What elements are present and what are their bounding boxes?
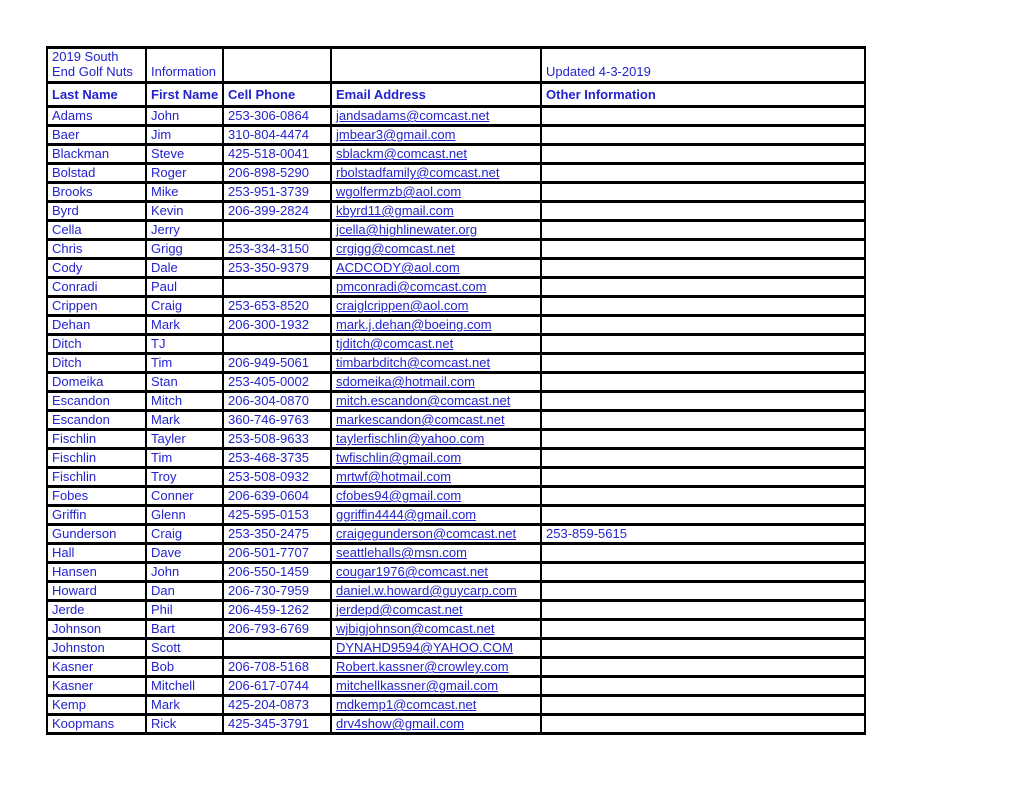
cell-phone-cell [223,278,331,297]
cell-phone-cell: 253-508-9633 [223,430,331,449]
last-name-cell: Ditch [47,335,146,354]
first-name-cell: TJ [146,335,223,354]
member-row [47,202,865,221]
other-info-cell [541,183,865,202]
first-name-cell: Tim [146,449,223,468]
first-name-cell: Bob [146,658,223,677]
member-row [47,411,865,430]
other-info-cell [541,297,865,316]
member-row [47,449,865,468]
cell-phone-cell: 360-746-9763 [223,411,331,430]
last-name-cell: Kasner [47,658,146,677]
first-name-cell: Scott [146,639,223,658]
other-info-cell [541,582,865,601]
member-row [47,525,865,544]
member-row [47,696,865,715]
email-link[interactable]: wgolfermzb@aol.com [336,184,462,199]
column-header-last-name: Last Name [47,83,146,107]
first-name-cell: Mike [146,183,223,202]
other-info-cell [541,259,865,278]
first-name-cell: Mark [146,316,223,335]
email-cell [331,430,541,449]
email-link[interactable]: jandsadams@comcast.net [336,108,490,123]
member-row [47,126,865,145]
cell-phone-cell: 253-405-0002 [223,373,331,392]
cell-phone-cell [223,639,331,658]
column-header-other-information: Other Information [541,83,865,107]
email-link[interactable]: seattlehalls@msn.com [336,545,467,560]
last-name-cell: Johnson [47,620,146,639]
first-name-cell: Rick [146,715,223,734]
first-name-cell: Craig [146,525,223,544]
cell-phone-cell: 253-334-3150 [223,240,331,259]
cell-phone-cell: 253-653-8520 [223,297,331,316]
cell-phone-cell: 253-306-0864 [223,107,331,126]
other-info-cell [541,278,865,297]
member-row [47,658,865,677]
first-name-cell: Mitch [146,392,223,411]
other-info-cell [541,506,865,525]
email-cell [331,297,541,316]
other-info-cell [541,449,865,468]
cell-phone-cell: 206-501-7707 [223,544,331,563]
title-row [47,48,865,83]
first-name-cell: Dave [146,544,223,563]
other-info-cell [541,373,865,392]
first-name-cell: Conner [146,487,223,506]
email-cell [331,639,541,658]
column-header-row [47,83,865,107]
column-header-cell-phone: Cell Phone [223,83,331,107]
last-name-cell: Escandon [47,392,146,411]
member-row [47,354,865,373]
email-link[interactable]: drv4show@gmail.com [336,716,465,731]
email-link[interactable]: DYNAHD9594@YAHOO.COM [336,640,513,655]
other-info-cell [541,487,865,506]
last-name-cell: Howard [47,582,146,601]
other-info-cell [541,164,865,183]
last-name-cell: Byrd [47,202,146,221]
cell-phone-cell: 253-350-2475 [223,525,331,544]
last-name-cell: Kasner [47,677,146,696]
email-cell [331,449,541,468]
other-info-cell [541,430,865,449]
other-info-cell [541,316,865,335]
email-cell [331,126,541,145]
email-link[interactable]: taylerfischlin@yahoo.com [336,431,485,446]
other-info-cell [541,335,865,354]
first-name-cell: John [146,107,223,126]
email-cell [331,278,541,297]
cell-phone-cell: 425-204-0873 [223,696,331,715]
last-name-cell: Hall [47,544,146,563]
first-name-cell: Kevin [146,202,223,221]
email-cell [331,696,541,715]
other-info-cell [541,601,865,620]
other-info-cell [541,677,865,696]
last-name-cell: Kemp [47,696,146,715]
member-row [47,468,865,487]
cell-phone-cell: 206-300-1932 [223,316,331,335]
other-info-cell [541,145,865,164]
other-info-cell [541,126,865,145]
email-link[interactable]: ACDCODY@aol.com [336,260,460,275]
email-cell [331,107,541,126]
other-info-cell [541,202,865,221]
email-link[interactable]: jerdepd@comcast.net [336,602,463,617]
other-info-cell [541,468,865,487]
last-name-cell: Cody [47,259,146,278]
member-row [47,715,865,734]
first-name-cell: Troy [146,468,223,487]
email-link[interactable]: cougar1976@comcast.net [336,564,488,579]
first-name-cell: Stan [146,373,223,392]
member-row [47,639,865,658]
last-name-cell: Conradi [47,278,146,297]
last-name-cell: Cella [47,221,146,240]
email-link[interactable]: kbyrd11@gmail.com [336,203,454,218]
email-link[interactable]: rbolstadfamily@comcast.net [336,165,500,180]
email-link[interactable]: mitchellkassner@gmail.com [336,678,499,693]
cell-phone-cell: 253-350-9379 [223,259,331,278]
email-link[interactable]: jcella@highlinewater.org [336,222,478,237]
last-name-cell: Fischlin [47,449,146,468]
last-name-cell: Koopmans [47,715,146,734]
first-name-cell: Mitchell [146,677,223,696]
email-cell [331,392,541,411]
last-name-cell: Chris [47,240,146,259]
cell-phone-cell: 310-804-4474 [223,126,331,145]
member-row [47,240,865,259]
first-name-cell: Dale [146,259,223,278]
cell-phone-cell: 206-708-5168 [223,658,331,677]
other-info-cell [541,354,865,373]
last-name-cell: Blackman [47,145,146,164]
last-name-cell: Crippen [47,297,146,316]
updated-date-label: Updated 4-3-2019 [541,48,865,83]
first-name-cell: Glenn [146,506,223,525]
email-link[interactable]: tjditch@comcast.net [336,336,454,351]
other-info-cell [541,715,865,734]
email-cell [331,544,541,563]
other-info-cell [541,544,865,563]
email-link[interactable]: ggriffin4444@gmail.com [336,507,477,522]
last-name-cell: Hansen [47,563,146,582]
last-name-cell: Ditch [47,354,146,373]
cell-phone-cell: 253-951-3739 [223,183,331,202]
email-cell [331,316,541,335]
email-cell [331,259,541,278]
cell-phone-cell: 206-550-1459 [223,563,331,582]
last-name-cell: Dehan [47,316,146,335]
email-link[interactable]: wjbigjohnson@comcast.net [336,621,495,636]
cell-phone-cell: 206-399-2824 [223,202,331,221]
sheet-subtitle: Information [146,48,223,83]
email-link[interactable]: mitch.escandon@comcast.net [336,393,511,408]
other-info-cell [541,107,865,126]
member-row [47,373,865,392]
last-name-cell: Fischlin [47,468,146,487]
email-cell [331,563,541,582]
empty-title-cell [223,48,331,83]
cell-phone-cell: 425-518-0041 [223,145,331,164]
last-name-cell: Fischlin [47,430,146,449]
first-name-cell: Steve [146,145,223,164]
other-info-cell [541,658,865,677]
cell-phone-cell: 206-898-5290 [223,164,331,183]
email-link[interactable]: crgigg@comcast.net [336,241,455,256]
column-header-email-address: Email Address [331,83,541,107]
last-name-cell: Jerde [47,601,146,620]
last-name-cell: Adams [47,107,146,126]
last-name-cell: Gunderson [47,525,146,544]
member-row [47,601,865,620]
member-row [47,259,865,278]
first-name-cell: Phil [146,601,223,620]
sheet-title: 2019 South End Golf Nuts [47,48,146,83]
email-cell [331,373,541,392]
spreadsheet-sheet [46,46,866,735]
email-link[interactable]: sdomeika@hotmail.com [336,374,475,389]
cell-phone-cell: 206-639-0604 [223,487,331,506]
email-cell [331,620,541,639]
email-cell [331,487,541,506]
member-row [47,107,865,126]
member-row [47,164,865,183]
member-row [47,430,865,449]
cell-phone-cell: 253-508-0932 [223,468,331,487]
column-header-first-name: First Name [146,83,223,107]
email-link[interactable]: pmconradi@comcast.com [336,279,487,294]
other-info-cell [541,411,865,430]
member-row [47,183,865,202]
email-link[interactable]: craiglcrippen@aol.com [336,298,469,313]
email-link[interactable]: mark.j.dehan@boeing.com [336,317,492,332]
cell-phone-cell: 425-595-0153 [223,506,331,525]
email-cell [331,411,541,430]
first-name-cell: Jim [146,126,223,145]
email-link[interactable]: markescandon@comcast.net [336,412,505,427]
member-row [47,278,865,297]
member-row [47,677,865,696]
first-name-cell: Mark [146,411,223,430]
member-row [47,221,865,240]
first-name-cell: Bart [146,620,223,639]
first-name-cell: Roger [146,164,223,183]
cell-phone-cell: 253-468-3735 [223,449,331,468]
golf-nuts-roster-table [46,46,866,735]
email-cell [331,145,541,164]
email-cell [331,715,541,734]
cell-phone-cell: 206-617-0744 [223,677,331,696]
member-row [47,487,865,506]
empty-title-cell [331,48,541,83]
member-table-body [47,107,865,734]
cell-phone-cell: 206-793-6769 [223,620,331,639]
first-name-cell: Jerry [146,221,223,240]
cell-phone-cell: 206-730-7959 [223,582,331,601]
email-cell [331,335,541,354]
email-cell [331,582,541,601]
other-info-cell [541,639,865,658]
first-name-cell: John [146,563,223,582]
cell-phone-cell: 425-345-3791 [223,715,331,734]
email-link[interactable]: jmbear3@gmail.com [336,127,456,142]
other-info-cell [541,221,865,240]
email-cell [331,183,541,202]
other-info-cell [541,240,865,259]
email-link[interactable]: Robert.kassner@crowley.com [336,659,509,674]
first-name-cell: Tim [146,354,223,373]
member-row [47,145,865,164]
last-name-cell: Escandon [47,411,146,430]
last-name-cell: Johnston [47,639,146,658]
email-cell [331,468,541,487]
email-cell [331,240,541,259]
email-cell [331,354,541,373]
email-link[interactable]: sblackm@comcast.net [336,146,467,161]
last-name-cell: Domeika [47,373,146,392]
email-cell [331,658,541,677]
last-name-cell: Baer [47,126,146,145]
first-name-cell: Craig [146,297,223,316]
cell-phone-cell [223,221,331,240]
first-name-cell: Mark [146,696,223,715]
member-row [47,544,865,563]
email-link[interactable]: craigegunderson@comcast.net [336,526,517,541]
other-info-cell [541,563,865,582]
cell-phone-cell: 206-304-0870 [223,392,331,411]
first-name-cell: Tayler [146,430,223,449]
first-name-cell: Dan [146,582,223,601]
last-name-cell: Brooks [47,183,146,202]
email-cell [331,164,541,183]
email-link[interactable]: mdkemp1@comcast.net [336,697,477,712]
email-cell [331,506,541,525]
first-name-cell: Paul [146,278,223,297]
first-name-cell: Grigg [146,240,223,259]
member-row [47,392,865,411]
cell-phone-cell: 206-949-5061 [223,354,331,373]
last-name-cell: Bolstad [47,164,146,183]
cell-phone-cell: 206-459-1262 [223,601,331,620]
email-cell [331,677,541,696]
last-name-cell: Griffin [47,506,146,525]
member-row [47,506,865,525]
email-cell [331,202,541,221]
email-link[interactable]: twfischlin@gmail.com [336,450,462,465]
email-link[interactable]: cfobes94@gmail.com [336,488,462,503]
other-info-cell [541,392,865,411]
cell-phone-cell [223,335,331,354]
email-link[interactable]: timbarbditch@comcast.net [336,355,491,370]
member-row [47,582,865,601]
other-info-cell [541,696,865,715]
member-row [47,620,865,639]
member-row [47,316,865,335]
member-row [47,335,865,354]
other-info-cell [541,620,865,639]
other-info-cell: 253-859-5615 [541,525,865,544]
email-cell [331,601,541,620]
member-row [47,563,865,582]
last-name-cell: Fobes [47,487,146,506]
email-link[interactable]: mrtwf@hotmail.com [336,469,452,484]
email-cell [331,221,541,240]
member-row [47,297,865,316]
email-cell [331,525,541,544]
email-link[interactable]: daniel.w.howard@guycarp.com [336,583,517,598]
